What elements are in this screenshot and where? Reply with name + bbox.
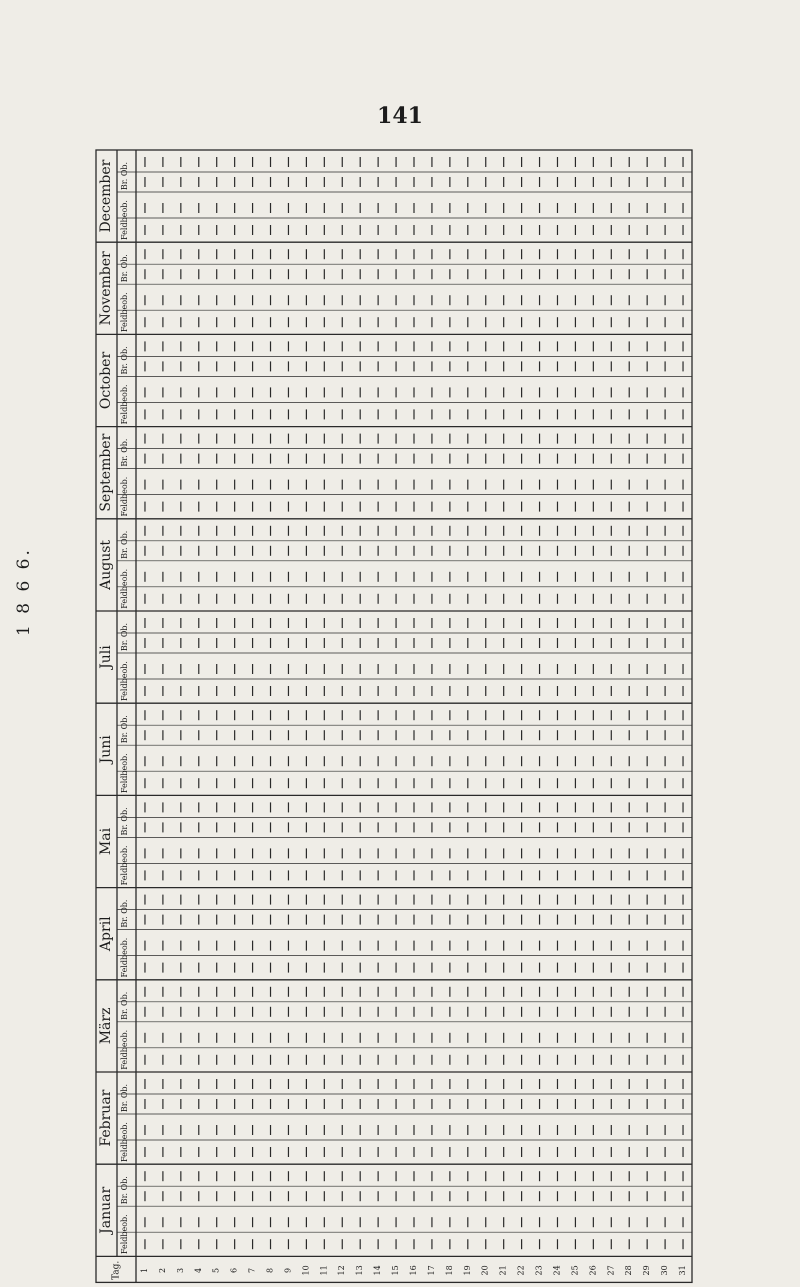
sub-column-label: Feldbeob. <box>120 1214 129 1255</box>
month-label: Januar <box>98 1186 114 1234</box>
sub-column-label: Br. Ob. <box>120 715 129 744</box>
month-label: Mai <box>98 827 114 856</box>
sub-column-label: Br. Ob. <box>120 254 129 283</box>
sub-column-label: Feldbeob. <box>120 1122 129 1162</box>
day-number: 9 <box>283 1267 293 1273</box>
month-label: September <box>98 433 114 512</box>
day-number: 3 <box>175 1267 185 1273</box>
day-number: 10 <box>301 1265 311 1276</box>
day-number: 23 <box>534 1265 544 1276</box>
day-number: 30 <box>660 1265 670 1276</box>
month-label: December <box>98 159 114 233</box>
sub-column-label: Feldbeob. <box>120 753 129 794</box>
day-number: 5 <box>211 1267 221 1273</box>
table-frame <box>96 150 692 1282</box>
day-number: 8 <box>265 1267 275 1273</box>
month-label: April <box>98 916 114 952</box>
sub-column-label: Br. Ob. <box>120 161 129 191</box>
day-number: 1 <box>139 1267 149 1273</box>
day-number: 24 <box>552 1265 562 1276</box>
day-number: 16 <box>409 1265 418 1276</box>
day-number: 4 <box>193 1267 203 1273</box>
day-number: 13 <box>355 1265 365 1276</box>
day-number: 14 <box>373 1265 383 1276</box>
month-label: Juli <box>98 645 114 669</box>
day-number: 26 <box>588 1265 598 1276</box>
sub-column-label: Feldbeob. <box>120 476 129 517</box>
sub-column-label: Br. Ob. <box>120 807 129 836</box>
sub-column-label: Br. Ob. <box>120 1176 129 1205</box>
page-number: 141 <box>377 103 423 129</box>
table-grid <box>96 150 692 1282</box>
table-labels <box>98 159 687 1280</box>
day-number: 25 <box>570 1265 580 1276</box>
sub-column-label: Feldbeob. <box>120 661 129 701</box>
day-number: 7 <box>247 1267 257 1273</box>
sub-column-label: Br. Ob. <box>120 346 129 375</box>
month-label: Februar <box>98 1089 114 1147</box>
sub-column-label: Br. Ob. <box>120 438 129 467</box>
day-number: 31 <box>678 1265 688 1276</box>
side-year-label: 1 8 6 6. <box>14 547 34 636</box>
day-number: 20 <box>480 1265 490 1276</box>
day-number: 6 <box>229 1267 239 1273</box>
month-label: November <box>98 251 114 326</box>
sub-column-label: Br. Ob. <box>120 899 129 928</box>
day-number: 15 <box>391 1265 401 1276</box>
day-number: 18 <box>444 1265 454 1276</box>
sub-column-label: Feldbeob. <box>120 937 129 978</box>
sub-column-label: Br. Ob. <box>120 991 129 1020</box>
day-number: 12 <box>337 1265 347 1276</box>
sub-column-label: Feldbeob. <box>120 384 129 425</box>
sub-column-label: Br. Ob. <box>120 530 129 559</box>
day-number: 27 <box>606 1265 616 1276</box>
sub-column-label: Feldbeob. <box>120 568 129 609</box>
sub-column-label: Feldbeob. <box>120 292 129 333</box>
day-number: 28 <box>624 1265 634 1276</box>
month-label: October <box>98 351 114 410</box>
day-number: 21 <box>498 1265 508 1276</box>
sub-column-label: Feldbeob. <box>120 845 129 886</box>
day-number: 19 <box>462 1265 472 1276</box>
day-column-label: Tag. <box>111 1260 122 1281</box>
day-number: 17 <box>426 1265 436 1276</box>
day-number: 2 <box>157 1267 167 1273</box>
day-number: 11 <box>319 1265 329 1276</box>
sub-column-label: Feldbeob. <box>120 200 129 240</box>
sub-column-label: Br. Ob. <box>120 622 129 652</box>
month-label: Juni <box>98 735 114 764</box>
sub-column-label: Feldbeob. <box>120 1029 129 1070</box>
day-number: 22 <box>516 1265 526 1276</box>
month-label: August <box>98 539 114 590</box>
day-number: 29 <box>642 1265 652 1276</box>
sub-column-label: Br. Ob. <box>120 1083 129 1113</box>
month-label: März <box>98 1007 114 1045</box>
